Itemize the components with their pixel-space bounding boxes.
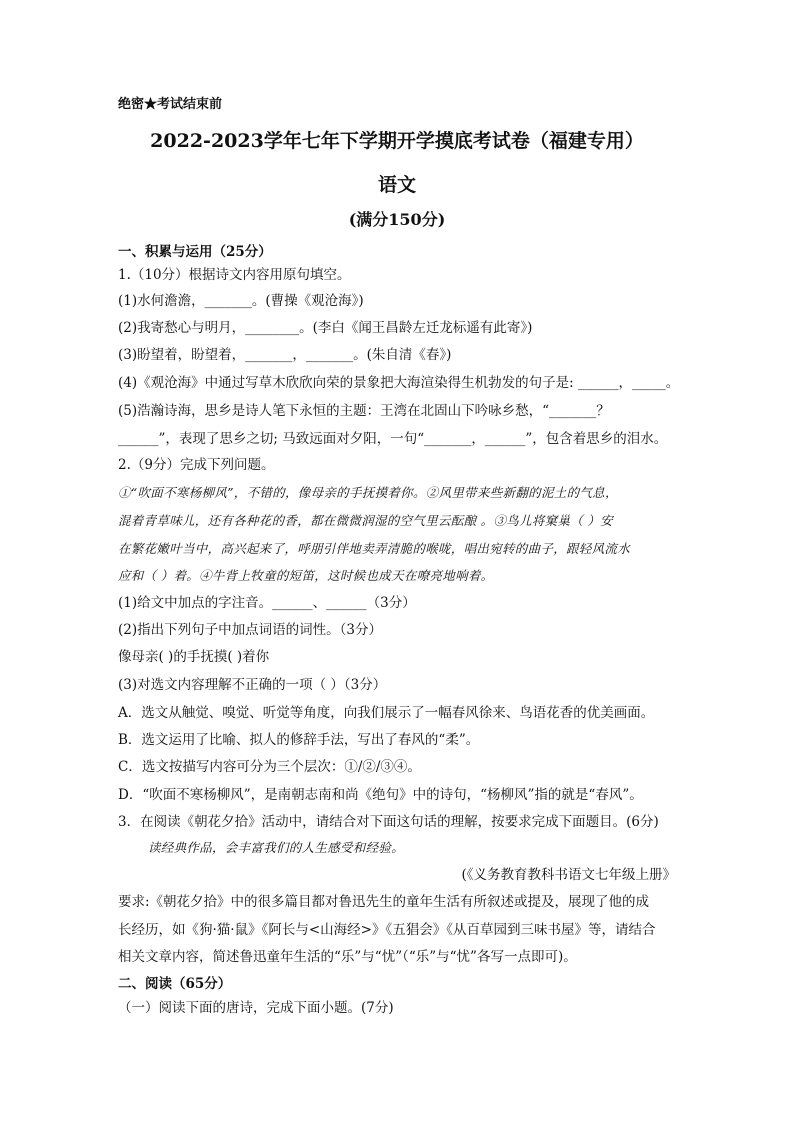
- question-3-source: (《义务教育教科书语文七年级上册》: [461, 867, 676, 883]
- question-1-5a: (5)浩瀚诗海，思乡是诗人笔下永恒的主题：王湾在北固山下吟咏乡愁，“_______？: [118, 403, 610, 419]
- question-1-4: (4)《观沧海》中通过写草木欣欣向荣的景象把大海渲染得生机勃发的句子是: ______，_____。: [118, 375, 680, 391]
- reading-part-1: （一）阅读下面的唐诗，完成下面小题。(7分): [118, 1000, 394, 1016]
- option-b: B．选文运用了比喻、拟人的修辞手法，写出了春风的“柔”。: [118, 732, 480, 748]
- full-score: (满分150分): [348, 210, 446, 229]
- passage-line-2: 混着青草味儿，还有各种花的香，都在微微润湿的空气里云酝酿 。③鸟儿将窠巢（ ）安: [118, 513, 613, 528]
- section-heading-1: 一、积累与运用（25分）: [118, 244, 272, 260]
- question-1-3: (3)盼望着，盼望着，_______，_______。(朱自清《春》): [118, 347, 452, 363]
- option-a: A．选文从触觉、嗅觉、听觉等角度，向我们展示了一幅春风徐来、鸟语花香的优美画面。: [118, 705, 655, 721]
- question-3-req-3: 相关文章内容，简述鲁迅童年生活的“乐”与“忧”（“乐”与“忧”各写一点即可)。: [118, 949, 577, 965]
- confidential-label: 绝密★考试结束前: [118, 97, 223, 112]
- question-2: 2.（9分）完成下列问题。: [118, 457, 275, 473]
- question-1-1: (1)水何澹澹，_______。(曹操《观沧海》): [118, 293, 364, 309]
- question-1-2: (2)我寄愁心与明月，________。(李白《闻王昌龄左迁龙标遥有此寄》): [118, 320, 533, 336]
- passage-line-3: 在繁花嫩叶当中，高兴起来了，呼朋引伴地卖弄清脆的喉咙，唱出宛转的曲子，跟轻风流水: [118, 541, 631, 556]
- question-1: 1.（10分）根据诗文内容用原句填空。: [118, 267, 351, 283]
- question-2-2: (2)指出下列句子中加点词语的词性。（3分）: [118, 622, 382, 638]
- passage-line-1: ①“吹面不寒杨柳风”，不错的，像母亲的手抚摸着你。②风里带来些新翻的泥土的气息，: [118, 485, 618, 500]
- option-c: C．选文按描写内容可分为三个层次：①/②/③④。: [118, 759, 421, 775]
- subject-title: 语文: [377, 174, 416, 196]
- question-3-quote: 读经典作品，会丰富我们的人生感受和经验。: [148, 840, 405, 855]
- question-3-req-2: 长经历，如《狗·猫·鼠》《阿长与<山海经>》《五猖会》《从百草园到三味书屋》等，请结合: [118, 922, 656, 938]
- exam-title: 2022-2023学年七年下学期开学摸底考试卷（福建专用）: [150, 130, 644, 152]
- question-2-1: (1)给文中加点的字注音。______、______（3分）: [118, 595, 416, 611]
- passage-line-4: 应和（ ）着。④牛背上牧童的短笛，这时候也成天在嘹亮地响着。: [118, 568, 494, 583]
- question-1-5b: ______”，表现了思乡之切; 马致远面对夕阳，一句“_______，______”，包含着思乡的泪水。: [118, 431, 668, 447]
- question-2-3: (3)对选文内容理解不正确的一项（ ）（3分）: [118, 677, 387, 693]
- option-d: D．“吹面不寒杨柳风”，是南朝志南和尚《绝句》中的诗句，“杨柳风”指的就是“春风”。: [118, 787, 643, 803]
- question-2-2-line: 像母亲( )的手抚摸( )着你: [118, 649, 270, 665]
- question-3-req-1: 要求:《朝花夕拾》中的很多篇目都对鲁迅先生的童年生活有所叙述或提及，展现了他的成: [118, 894, 650, 910]
- question-3: 3．在阅读《朝花夕拾》活动中，请结合对下面这句话的理解，按要求完成下面题目。(6分): [118, 814, 659, 830]
- section-heading-2: 二、阅读（65分）: [118, 976, 232, 992]
